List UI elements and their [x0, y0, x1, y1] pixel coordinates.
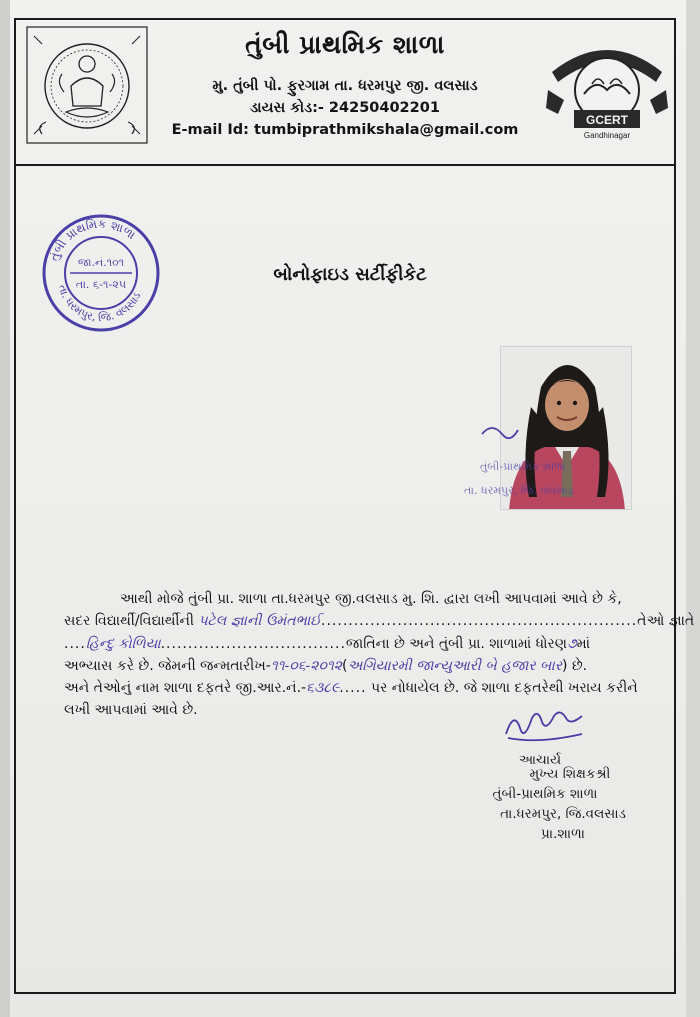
dob-label: અભ્યાસ કરે છે. જેમની જન્મતારીખ-	[64, 657, 271, 674]
gr-label: અને તેઓનું નામ શાળા દફતરે જી.આર.નં.-	[64, 680, 307, 697]
scan-edge-left	[0, 0, 10, 1017]
scan-edge-right	[686, 0, 700, 1017]
photo-stamp-place: તા. ધરમપુર, જિ. વલસાડ	[464, 484, 574, 497]
student-gr-number: ૬૩૮૯	[306, 680, 340, 697]
student-standard: ૭	[566, 635, 577, 652]
school-round-stamp	[40, 212, 162, 334]
certificate-title: બોનોફાઇડ સર્ટીફીકેટ	[273, 264, 427, 285]
body-line-2: સદર વિદ્યાર્થી/વિદ્યાર્થીની પટેલ જ્ઞાની ઉમંતભાઈ..........................................................તેઓ જ્ઞાતે	[64, 613, 695, 630]
body-line-1: આથી મોજે તુંબી પ્રા. શાળા તા.ધરમપુર જી.વલસાડ મુ. શિ. દ્વારા લખી આપવામાં આવે છે કે,	[120, 591, 622, 607]
body-line-4: અભ્યાસ કરે છે. જેમની જન્મતારીખ-૧૧-૦૬-૨૦૧૨(અગિયારમી જાન્યુઆરી બે હજાર બાર) છે.	[64, 657, 588, 674]
signature-title-principal: આચાર્ય	[518, 752, 562, 768]
signature-place: તા.ધરમપુર, જિ.વલસાડ પ્રા.શાળા	[500, 806, 626, 842]
stamp-date: તા. ૬-૧-૨૫	[75, 278, 127, 291]
gcert-logo-text: GCERT	[586, 113, 628, 127]
stamp-top-text: તુંબી પ્રાથમિક શાળા	[46, 216, 139, 263]
student-label: સદર વિદ્યાર્થી/વિદ્યાર્થીની	[64, 613, 194, 630]
school-email: E-mail Id: tumbiprathmikshala@gmail.com	[171, 122, 519, 138]
body-line-5: અને તેઓનું નામ શાળા દફતરે જી.આર.નં.-૬૩૮૯..... પર નોધાયેલ છે. જે શાળા દફતરેથી ખરાય કરીને	[64, 680, 638, 697]
student-dob: ૧૧-૦૬-૨૦૧૨	[270, 657, 342, 674]
signature-title-head-teacher: મુખ્ય શિક્ષકશ્રી	[529, 766, 611, 782]
certificate-body	[64, 588, 695, 722]
photo-stamp-school: તુંબી-પ્રાથમિક શાળા	[480, 460, 566, 473]
student-dob-words: અગિયારમી જાન્યુઆરી બે હજાર બાર	[347, 657, 562, 674]
header-divider	[14, 164, 676, 166]
body-line-3: ....હિન્દુ કોળિયા..................................જાતિના છે અને તુંબી પ્રા. શાળામાં ધોરણ૭માં	[64, 635, 591, 652]
body-line-5-suffix: પર નોધાયેલ છે. જે શાળા દફતરેથી ખરાય કરીને	[371, 680, 638, 697]
stamp-number: જા.નં.૧૦૧	[77, 256, 125, 269]
school-name: તુંબી પ્રાથમિક શાળા	[245, 30, 445, 59]
student-name: પટેલ જ્ઞાની ઉમંતભાઈ	[198, 613, 322, 630]
student-caste: હિન્દુ કોળિયા	[85, 635, 161, 652]
signature-block	[470, 750, 640, 844]
body-line-6: લખી આપવામાં આવે છે.	[64, 702, 198, 719]
gcert-logo-subtext: Gandhinagar	[583, 131, 631, 140]
principal-signature	[500, 708, 590, 748]
signature-school: તુંબી-પ્રાથમિક શાળા	[492, 786, 598, 802]
stamp-bottom-text: તા. ધરમપુર, જિ. વલસાડ	[55, 283, 144, 325]
body-line-4-suffix: ) છે.	[561, 657, 588, 674]
school-address: મુ. તુંબી પો. ફુરગામ તા. ધરમપુર જી. વલસાડ	[212, 78, 478, 94]
saraswati-emblem-icon	[26, 26, 148, 144]
photo-attestation-stamp	[460, 420, 580, 510]
body-line-3-suffix: માં	[576, 635, 591, 652]
dise-code: ડાયસ કોડ:- 24250402201	[250, 100, 440, 116]
caste-label: તેઓ જ્ઞાતે	[637, 613, 695, 630]
gcert-logo-icon	[544, 34, 670, 146]
body-line-3-text: જાતિના છે અને તુંબી પ્રા. શાળામાં ધોરણ	[345, 635, 567, 652]
